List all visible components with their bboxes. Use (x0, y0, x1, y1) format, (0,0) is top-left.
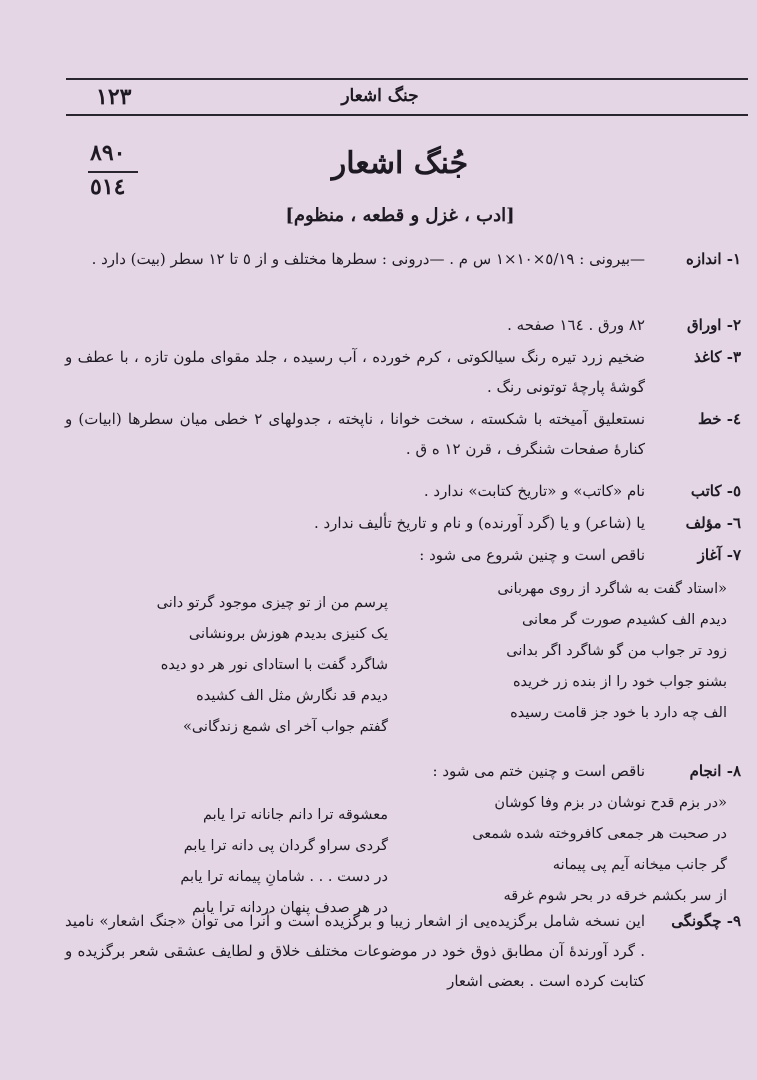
verse-line: گر جانب میخانه آیم پی پیمانه (552, 857, 727, 873)
header-rule-top (66, 78, 748, 80)
verse-line: بشنو جواب خود را از بنده زر خریده (512, 674, 727, 690)
opening-verses-left (88, 588, 388, 743)
verse-line: گفتم جواب آخر ای شمع زندگانی» (182, 719, 388, 735)
verse-line: «در بزم قدح نوشان در بزم وفا کوشان (494, 795, 727, 811)
field-paper (0, 342, 757, 404)
field-label: ٦- مؤلف (685, 514, 741, 532)
catalog-divider (88, 171, 138, 173)
field-opening (0, 540, 757, 572)
catalog-number: ٨٩٠ (90, 140, 126, 166)
field-value: ناقص است و چنین شروع می شود : (419, 546, 645, 564)
field-label: ٧- آغاز (697, 546, 741, 564)
book-subtitle: [ادب ، غزل و قطعه ، منظوم] (285, 205, 515, 226)
verse-line: یک کنیزی بدیدم هوزش برونشانی (188, 626, 388, 642)
book-title: جُنگ اشعار (331, 146, 469, 181)
field-label: ١- اندازه (686, 250, 741, 268)
field-size (0, 244, 757, 306)
verse-line: الف چه دارد با خود جز قامت رسیده (510, 705, 727, 721)
field-ending (0, 756, 757, 788)
header-rule-bottom (66, 114, 748, 116)
field-value: —بیرونی : ٥/١٩×١٠×١ س م . —درونی : سطرها مختلف و از ٥ تا ١٢ سطر (بیت) دارد . (91, 250, 645, 268)
field-value: نام «کاتب» و «تاریخ کتابت» ندارد . (423, 482, 645, 500)
field-value: یا (شاعر) و یا (گرد آورنده) و نام و تاریخ تألیف ندارد . (313, 514, 645, 532)
verse-line: شاگرد گفت با استادای نور هر دو دیده (160, 657, 388, 673)
verse-line: در صحبت هر جمعی کافروخته شده شمعی (472, 826, 727, 842)
running-title: جنگ اشعار (341, 86, 419, 106)
opening-verses-right (437, 574, 727, 729)
ending-verses-right (437, 788, 727, 912)
field-author (0, 508, 757, 540)
field-value: ضخیم زرد تیره رنگ سیالکوتی ، کرم خورده ، آب رسیده ، جلد مقوای ملون تازه ، با عطف و گوشهٔ پارچهٔ توتونی رنگ . (65, 348, 645, 396)
field-value: ناقص است و چنین ختم می شود : (432, 762, 645, 780)
verse-line: زود تر جواب من گو شاگرد اگر بدانی (506, 643, 727, 659)
field-value: ٨٢ ورق . ١٦٤ صفحه . (507, 316, 645, 334)
verse-line: در دست . . . شامانِ پیمانه ترا یابم (180, 869, 388, 885)
verse-line: «استاد گفت به شاگرد از روی مهربانی (497, 581, 727, 597)
field-label: ٣- کاغذ (694, 348, 741, 366)
verse-line: معشوقه ترا دانم جانانه ترا یابم (202, 807, 388, 823)
field-label: ٢- اوراق (687, 316, 741, 334)
field-label: ٥- کاتب (690, 482, 741, 500)
field-leaves (0, 310, 757, 342)
field-script (0, 404, 757, 466)
page-number: ١٢٣ (96, 84, 132, 110)
verse-line: دیدم قد نگارش مثل الف کشیده (196, 688, 388, 704)
field-label: ٤- خط (697, 410, 741, 428)
verse-line: در هر صدف پنهان دردانه ترا یابم (192, 900, 388, 916)
verse-line: از سر بکشم خرقه در بحر شوم غرقه (503, 888, 727, 904)
field-description (0, 906, 757, 1016)
field-scribe (0, 476, 757, 508)
catalog-number: ٥١٤ (90, 174, 126, 200)
field-label: ٨- انجام (689, 762, 741, 780)
field-label: ٩- چگونگی (671, 912, 741, 930)
verse-line: گردی سراو گردان پی دانه ترا یابم (183, 838, 388, 854)
verse-line: پرسم من از تو چیزی موجود گرتو دانی (156, 595, 388, 611)
verse-line: دیدم الف کشیدم صورت گر معانی (521, 612, 727, 628)
field-value: این نسخه شامل برگزیده‌یی از اشعار زیبا و برگزیده است و آنرا می توان «جنگ اشعار» نامید . گرد آورندهٔ آن مطابق ذوق خود در موضوعات مختلف خلاق و لطایف عشقی شعر برگزیده و کتابت کرده است . بعضی اشعار (65, 912, 645, 990)
field-value: نستعلیق آمیخته با شکسته ، سخت خوانا ، ناپخته ، جدولهای ٢ خطی میان سطرها (ابیات) و کنارهٔ صفحات شنگرف ، قرن ١٢ ه ق . (65, 410, 645, 458)
